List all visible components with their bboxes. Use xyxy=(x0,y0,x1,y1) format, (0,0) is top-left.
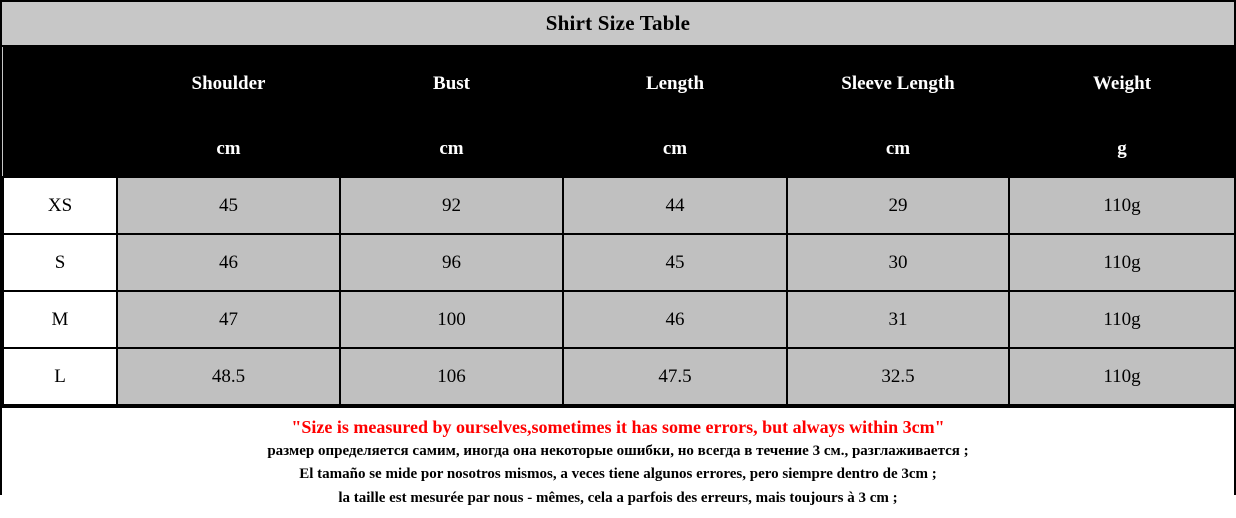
table-unit-cell-sleeve-length: cm xyxy=(787,120,1009,177)
table-header-row xyxy=(3,48,1235,120)
cell-sleeve-length: 30 xyxy=(787,234,1009,291)
row-size-label: XS xyxy=(3,177,117,234)
cell-shoulder: 46 xyxy=(117,234,340,291)
cell-length: 45 xyxy=(563,234,787,291)
table-header-cell-sleeve-length: Sleeve Length xyxy=(787,48,1009,120)
cell-weight: 110g xyxy=(1009,291,1235,348)
row-size-label: S xyxy=(3,234,117,291)
cell-length: 44 xyxy=(563,177,787,234)
document-title-bar xyxy=(2,2,1234,47)
table-row xyxy=(3,177,1235,234)
measurement-notes xyxy=(2,406,1234,518)
table-header-cell-weight: Weight xyxy=(1009,48,1235,120)
cell-weight: 110g xyxy=(1009,234,1235,291)
cell-sleeve-length: 32.5 xyxy=(787,348,1009,405)
row-size-label: L xyxy=(3,348,117,405)
cell-sleeve-length: 29 xyxy=(787,177,1009,234)
cell-length: 47.5 xyxy=(563,348,787,405)
cell-weight: 110g xyxy=(1009,177,1235,234)
table-header-cell-length: Length xyxy=(563,48,787,120)
cell-shoulder: 48.5 xyxy=(117,348,340,405)
table-header-cell-bust: Bust xyxy=(340,48,563,120)
cell-bust: 92 xyxy=(340,177,563,234)
page-title: Shirt Size Table xyxy=(545,11,691,35)
note-english: "Size is measured by ourselves,sometimes it has some errors, but always within 3cm" xyxy=(291,417,945,437)
row-size-label: M xyxy=(3,291,117,348)
table-header-cell-shoulder: Shoulder xyxy=(117,48,340,120)
cell-bust: 96 xyxy=(340,234,563,291)
cell-shoulder: 45 xyxy=(117,177,340,234)
table-unit-row xyxy=(3,120,1235,177)
cell-bust: 106 xyxy=(340,348,563,405)
cell-weight: 110g xyxy=(1009,348,1235,405)
cell-bust: 100 xyxy=(340,291,563,348)
table-unit-cell-length: cm xyxy=(563,120,787,177)
note-spanish: El tamaño se mide por nosotros mismos, a veces tiene algunos errores, pero siempre dentro de 3cm ; xyxy=(299,466,937,483)
note-russian: размер определяется самим, иногда она некоторые ошибки, но всегда в течение 3 см., разглаживается ; xyxy=(267,443,969,460)
cell-length: 46 xyxy=(563,291,787,348)
table-unit-cell-shoulder: cm xyxy=(117,120,340,177)
size-table xyxy=(2,47,1236,406)
table-row xyxy=(3,291,1235,348)
table-unit-cell-bust: cm xyxy=(340,120,563,177)
table-row xyxy=(3,348,1235,405)
table-unit-cell-weight: g xyxy=(1009,120,1235,177)
note-french: la taille est mesurée par nous - mêmes, cela a parfois des erreurs, mais toujours à 3 cm ; xyxy=(338,489,898,506)
cell-sleeve-length: 31 xyxy=(787,291,1009,348)
table-unit-cell-empty xyxy=(3,120,117,177)
table-row xyxy=(3,234,1235,291)
table-header-cell-empty xyxy=(3,48,117,120)
cell-shoulder: 47 xyxy=(117,291,340,348)
